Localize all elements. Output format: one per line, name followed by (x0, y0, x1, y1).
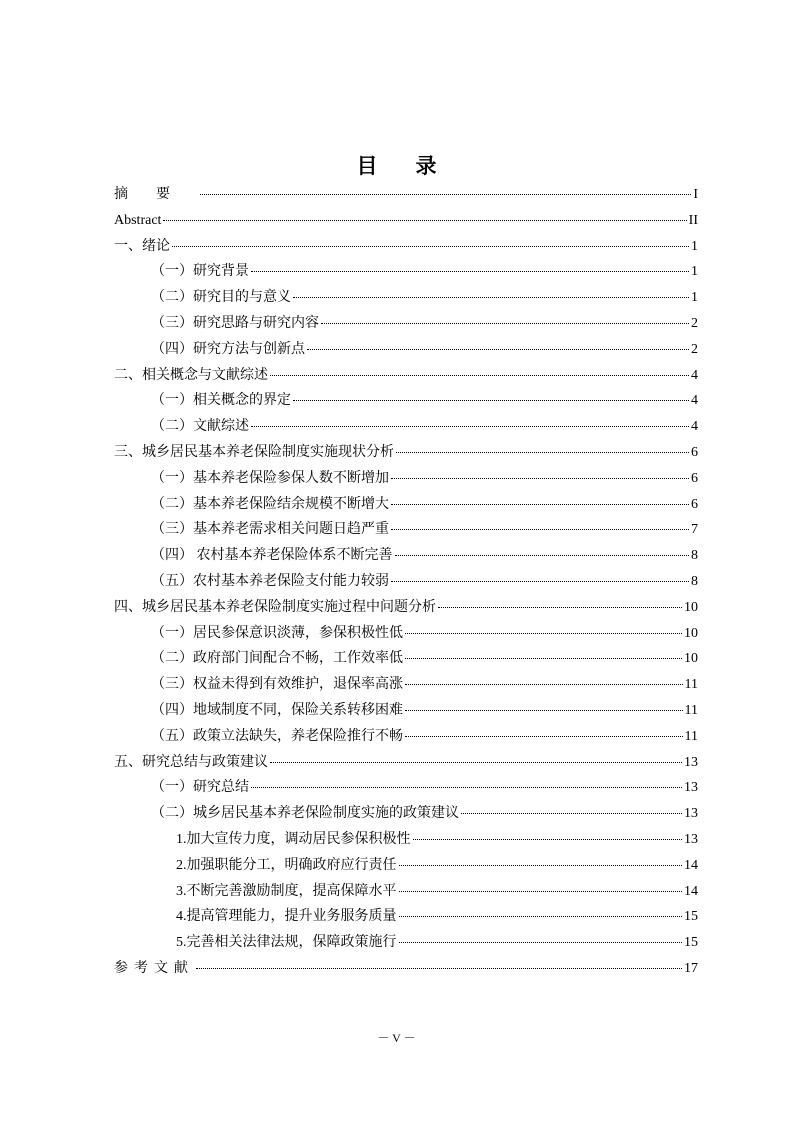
toc-entry-page-number: 15 (684, 935, 698, 951)
toc-entry-label: 5.完善相关法律法规，保障政策施行 (176, 935, 397, 951)
toc-entry[interactable] (114, 285, 698, 311)
dot-leader (163, 220, 686, 221)
toc-entry-label: （五）政策立法缺失，养老保险推行不畅 (151, 728, 403, 744)
toc-entry-page-number: 13 (684, 831, 698, 847)
dot-leader (413, 839, 683, 840)
toc-entry[interactable] (114, 801, 698, 827)
page-title-char: 目 (356, 154, 378, 178)
toc-entry-label: 3.不断完善激励制度，提高保障水平 (176, 883, 397, 899)
toc-entry-page-number: 4 (691, 367, 698, 383)
toc-entry-label: 三、城乡居民基本养老保险制度实施现状分析 (114, 444, 394, 460)
toc-entry-label: （一）相关概念的界定 (151, 393, 291, 409)
toc-entry-page-number: 8 (691, 548, 698, 564)
toc-entry-page-number: I (693, 187, 698, 202)
dot-leader (307, 349, 689, 350)
toc-entry-page-number: 2 (691, 315, 698, 331)
dot-leader (391, 581, 689, 582)
toc-entry[interactable] (114, 440, 698, 466)
toc-entry-label: （四） 农村基本养老保险体系不断完善 (151, 548, 393, 564)
toc-entry[interactable] (114, 621, 698, 647)
dot-leader (321, 323, 689, 324)
dot-leader (399, 891, 683, 892)
toc-entry[interactable] (114, 956, 698, 982)
toc-entry-page-number: 4 (691, 419, 698, 435)
toc-entry[interactable] (114, 259, 698, 285)
page-title (0, 151, 793, 181)
toc-entry-label: 2.加强职能分工，明确政府应行责任 (176, 857, 397, 873)
toc-entry[interactable] (114, 543, 698, 569)
toc-entry[interactable] (114, 337, 698, 363)
toc-entry-page-number: 1 (691, 238, 698, 254)
dot-leader (405, 710, 683, 711)
toc-entry-label: （三）权益未得到有效维护，退保率高涨 (151, 677, 403, 693)
toc-entry-label: （一）居民参保意识淡薄，参保积极性低 (151, 625, 403, 641)
dot-leader (399, 942, 683, 943)
toc-entry-label: （一）基本养老保险参保人数不断增加 (151, 470, 389, 486)
toc-entry[interactable] (114, 827, 698, 853)
toc-entry-page-number: 10 (684, 599, 698, 615)
dot-leader (293, 297, 689, 298)
toc-entry-page-number: 14 (684, 883, 698, 899)
dot-leader (391, 504, 689, 505)
toc-entry-label: （二）政府部门间配合不畅，工作效率低 (151, 651, 403, 667)
dot-leader (399, 865, 683, 866)
dot-leader (172, 246, 689, 247)
toc-entry-label: （一）研究总结 (151, 780, 249, 796)
toc-entry-label: （二）文献综述 (151, 419, 249, 435)
table-of-contents (114, 182, 698, 982)
toc-entry[interactable] (114, 363, 698, 389)
dot-leader (399, 916, 683, 917)
toc-entry-label: （二）研究目的与意义 (151, 290, 291, 306)
toc-entry[interactable] (114, 930, 698, 956)
toc-entry[interactable] (114, 698, 698, 724)
toc-entry[interactable] (114, 904, 698, 930)
dot-leader (395, 555, 690, 556)
toc-entry[interactable] (114, 646, 698, 672)
dot-leader (200, 194, 691, 195)
dot-leader (405, 658, 682, 659)
dot-leader (293, 400, 689, 401)
toc-entry-page-number: 11 (684, 677, 698, 693)
toc-entry-label: 五、研究总结与政策建议 (114, 754, 268, 770)
toc-entry[interactable] (114, 595, 698, 621)
toc-entry-page-number: 13 (684, 754, 698, 770)
toc-entry[interactable] (114, 879, 698, 905)
toc-entry-label: 4.提高管理能力，提升业务服务质量 (176, 909, 397, 925)
toc-entry-label: （四）地域制度不同，保险关系转移困难 (151, 702, 403, 718)
toc-entry[interactable] (114, 672, 698, 698)
toc-entry[interactable] (114, 569, 698, 595)
dot-leader (251, 271, 689, 272)
toc-entry-label: （五）农村基本养老保险支付能力较弱 (151, 573, 389, 589)
dot-leader (438, 607, 682, 608)
dot-leader (391, 529, 689, 530)
toc-entry-label: （二）城乡居民基本养老保险制度实施的政策建议 (151, 806, 459, 822)
toc-entry-page-number: 1 (691, 290, 698, 306)
toc-entry-page-number: 4 (691, 393, 698, 409)
dot-leader (196, 968, 682, 969)
page-title-char: 录 (415, 154, 437, 178)
toc-entry-page-number: 15 (684, 909, 698, 925)
toc-entry-label: 四、城乡居民基本养老保险制度实施过程中问题分析 (114, 599, 436, 615)
toc-entry[interactable] (114, 492, 698, 518)
toc-entry[interactable] (114, 311, 698, 337)
toc-entry-label: 1.加大宣传力度，调动居民参保积极性 (176, 831, 411, 847)
toc-entry-page-number: 6 (691, 496, 698, 512)
toc-entry-page-number: 6 (691, 444, 698, 460)
toc-entry-page-number: 6 (691, 470, 698, 486)
toc-entry-label: 一、绪论 (114, 238, 170, 254)
toc-entry-label: （二）基本养老保险结余规模不断增大 (151, 496, 389, 512)
toc-entry-label: 二、相关概念与文献综述 (114, 367, 268, 383)
toc-entry[interactable] (114, 517, 698, 543)
toc-entry-page-number: II (688, 212, 698, 228)
toc-entry-page-number: 10 (684, 651, 698, 667)
toc-entry[interactable] (114, 208, 698, 234)
toc-entry-page-number: 7 (691, 522, 698, 538)
toc-entry[interactable] (114, 414, 698, 440)
dot-leader (405, 633, 682, 634)
toc-entry-page-number: 1 (691, 264, 698, 280)
dot-leader (251, 787, 682, 788)
dot-leader (270, 375, 689, 376)
toc-entry-page-number: 11 (684, 702, 698, 718)
toc-entry-page-number: 11 (684, 728, 698, 744)
toc-entry[interactable] (114, 853, 698, 879)
toc-entry[interactable] (114, 388, 698, 414)
dot-leader (461, 813, 682, 814)
toc-entry-label: （三）研究思路与研究内容 (151, 315, 319, 331)
toc-entry-label: （一）研究背景 (151, 264, 249, 280)
toc-entry-label: 摘要 (114, 187, 198, 202)
toc-entry-label: Abstract (114, 212, 162, 228)
toc-entry-label: （三）基本养老需求相关问题日趋严重 (151, 522, 389, 538)
toc-entry-page-number: 17 (684, 960, 698, 976)
dot-leader (405, 684, 683, 685)
toc-entry-page-number: 2 (691, 341, 698, 357)
dot-leader (405, 736, 683, 737)
toc-entry-page-number: 13 (684, 806, 698, 822)
page-number-footer: － V － (377, 1031, 416, 1045)
dot-leader (251, 426, 689, 427)
toc-entry-label: （四）研究方法与创新点 (151, 341, 305, 357)
dot-leader (396, 452, 689, 453)
toc-entry-label: 参考文献 (114, 960, 194, 976)
toc-entry[interactable] (114, 775, 698, 801)
toc-entry[interactable] (114, 750, 698, 776)
toc-entry-page-number: 14 (684, 857, 698, 873)
toc-entry[interactable] (114, 724, 698, 750)
toc-entry[interactable] (114, 466, 698, 492)
dot-leader (391, 478, 689, 479)
toc-entry-page-number: 13 (684, 780, 698, 796)
toc-entry[interactable] (114, 234, 698, 260)
toc-entry-page-number: 8 (691, 573, 698, 589)
dot-leader (270, 762, 682, 763)
toc-entry-page-number: 10 (684, 625, 698, 641)
toc-entry[interactable] (114, 182, 698, 208)
